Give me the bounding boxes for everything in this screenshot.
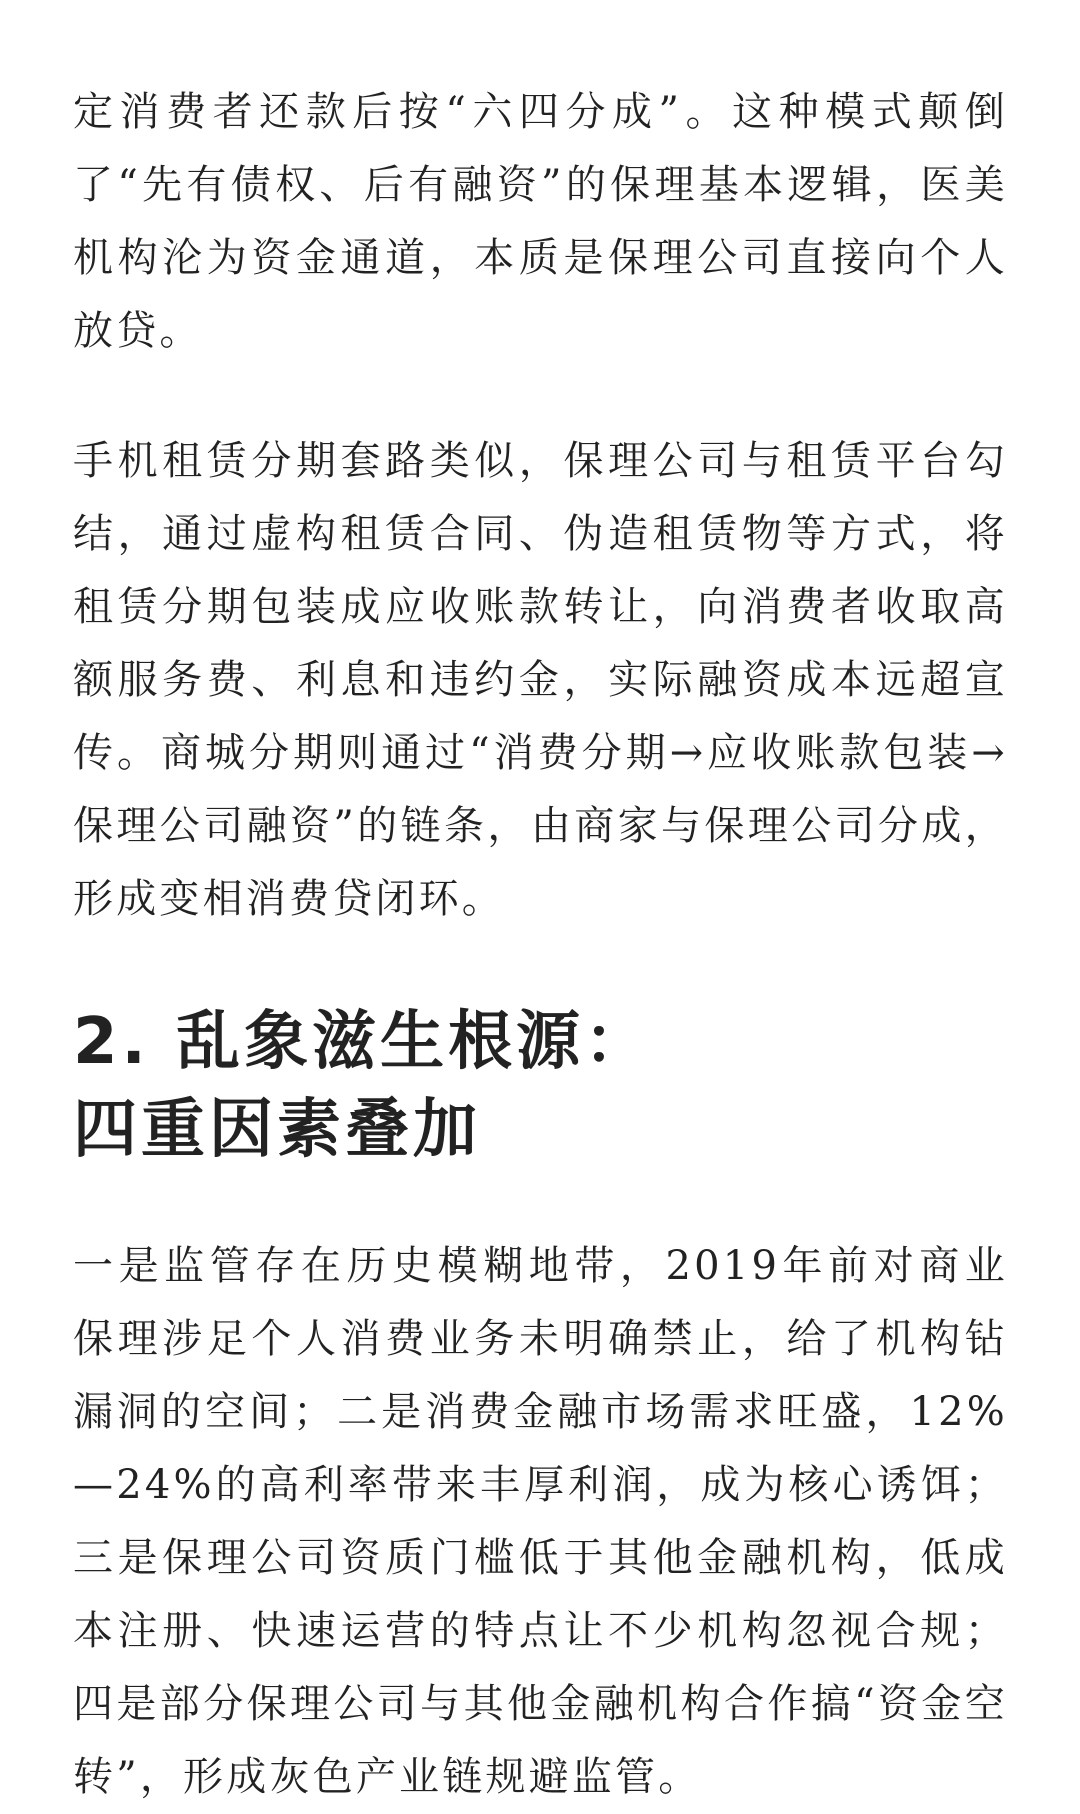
paragraph-root-causes: 一是监管存在历史模糊地带，2019年前对商业保理涉足个人消费业务未明确禁止，给了机构钻漏洞的空间；二是消费金融市场需求旺盛，12%—24%的高利率带来丰厚利润，成为核心诱饵；三是保理公司资质门槛低于其他金融机构，低成本注册、快速运营的特点让不少机构忽视合规；四是部分保理公司与其他金融机构合作搞“资金空转”，形成灰色产业链规避监管。 xyxy=(73,1243,1008,1800)
paragraph-medical-beauty-loans: 定消费者还款后按“六四分成”。这种模式颠倒了“先有债权、后有融资”的保理基本逻辑，医美机构沦为资金通道，本质是保理公司直接向个人放贷。 xyxy=(73,89,1008,354)
section-heading-line1: 2. 乱象滋生根源： xyxy=(73,1005,653,1079)
paragraph-phone-lease-installments: 手机租赁分期套路类似，保理公司与租赁平台勾结，通过虚构租赁合同、伪造租赁物等方式，将租赁分期包装成应收账款转让，向消费者收取高额服务费、利息和违约金，实际融资成本远超宣传。商城分期则通过“消费分期→应收账款包装→保理公司融资”的链条，由商家与保理公司分成，形成变相消费贷闭环。 xyxy=(73,438,1008,922)
section-heading xyxy=(73,998,1008,1174)
article-body xyxy=(73,76,1008,1814)
section-heading-line2: 四重因素叠加 xyxy=(73,1093,481,1167)
